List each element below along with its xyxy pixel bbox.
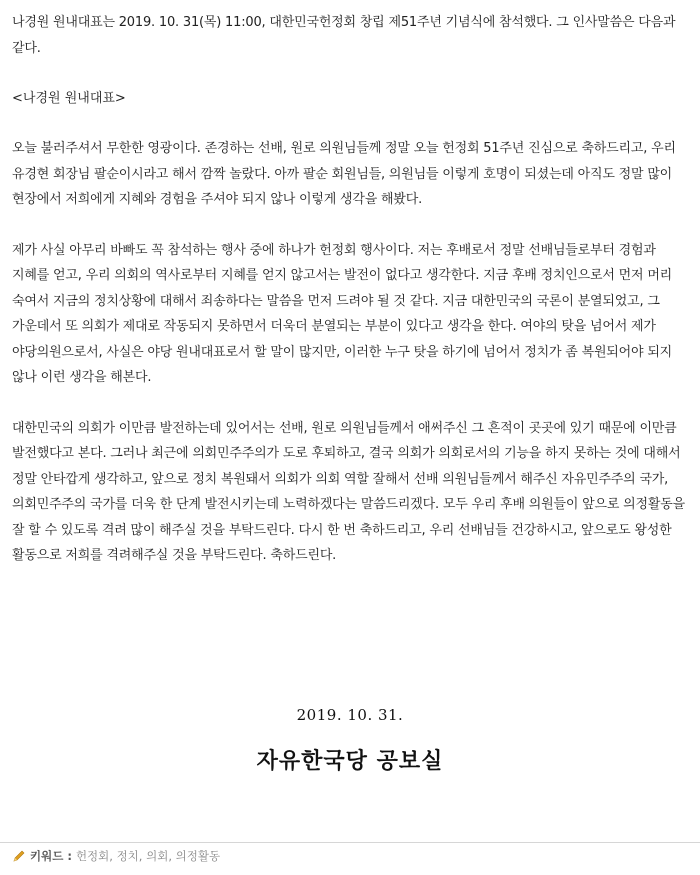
- speech-paragraph-2: 제가 사실 아무리 바빠도 꼭 참석하는 행사 중에 하나가 헌정회 행사이다. 저는 후배로서 정말 선배님들로부터 경험과 지혜를 얻고, 우리 의회의 역사로부터 지혜를 얻지 않고서는 발전이 없다고 생각한다. 지금 후배 정치인으로서 먼저 머리 숙여서 지금의 정치상황에 대해서 죄송하다는 말씀을 먼저 드려야 될 것 같다. 지금 대한민국의 국론이 분열되었고, 그 가운데서 또 의회가 제대로 작동되지 못하면서 더욱더 분열되는 부분이 있다고 생각을 한다. 여야의 탓을 넘어서 제가 야당의원으로서, 사실은 야당 원내대표로서 할 말이 많지만, 이러한 누구 탓을 하기에 넘어서 정치가 좀 복원되어야 되지 않나 이런 생각을 해본다.: [12, 242, 673, 385]
- footer-divider: [0, 842, 700, 843]
- speech-paragraph-1: 오늘 불러주셔서 무한한 영광이다. 존경하는 선배, 원로 의원님들께 정말 오늘 헌정회 51주년 진심으로 축하드리고, 우리 유경현 회장님 팔순이시라고 해서 깜짝 놀랐다. 아까 팔순 회원님들, 의원님들 이렇게 호명이 되셨는데 아직도 정말 많이 현장에서 저희에게 지혜와 경험을 주셔야 되지 않나 이렇게 생각을 해봤다.: [12, 141, 676, 207]
- keyword-list[interactable]: 헌정회, 정치, 의회, 의정활동: [75, 849, 221, 863]
- organization-name: 자유한국당 공보실: [256, 749, 444, 774]
- intro-paragraph: 나경원 원내대표는 2019. 10. 31(목) 11:00, 대한민국헌정회 창립 제51주년 기념식에 참석했다. 그 인사말씀은 다음과 같다.: [12, 15, 676, 56]
- pencil-icon: [12, 849, 26, 863]
- release-date: 2019. 10. 31.: [296, 706, 404, 724]
- keyword-footer: [12, 848, 220, 864]
- keyword-label: 키워드 :: [30, 849, 72, 863]
- article-body: [12, 10, 690, 569]
- speaker-label: <나경원 원내대표>: [12, 91, 126, 106]
- speech-paragraph-3: 대한민국의 의회가 이만큼 발전하는데 있어서는 선배, 원로 의원님들께서 애써주신 그 흔적이 곳곳에 있기 때문에 이만큼 발전했다고 본다. 그러나 최근에 의회민주주의가 도로 후퇴하고, 결국 의회가 의회로서의 기능을 하지 못하는 것에 대해서 정말 안타깝게 생각하고, 앞으로 정치 복원돼서 의회가 의회 역할 잘해서 선배 의원님들께서 해주신 자유민주주의 국가, 의회민주주의 국가를 더욱 한 단계 발전시키는데 노력하겠다는 말씀드리겠다. 모두 우리 후배 의원들이 앞으로 의정활동을 잘 할 수 있도록 격려 많이 해주실 것을 부탁드린다. 다시 한 번 축하드리고, 우리 선배님들 건강하시고, 앞으로도 왕성한 활동으로 저희를 격려해주실 것을 부탁드린다. 축하드린다.: [12, 420, 685, 563]
